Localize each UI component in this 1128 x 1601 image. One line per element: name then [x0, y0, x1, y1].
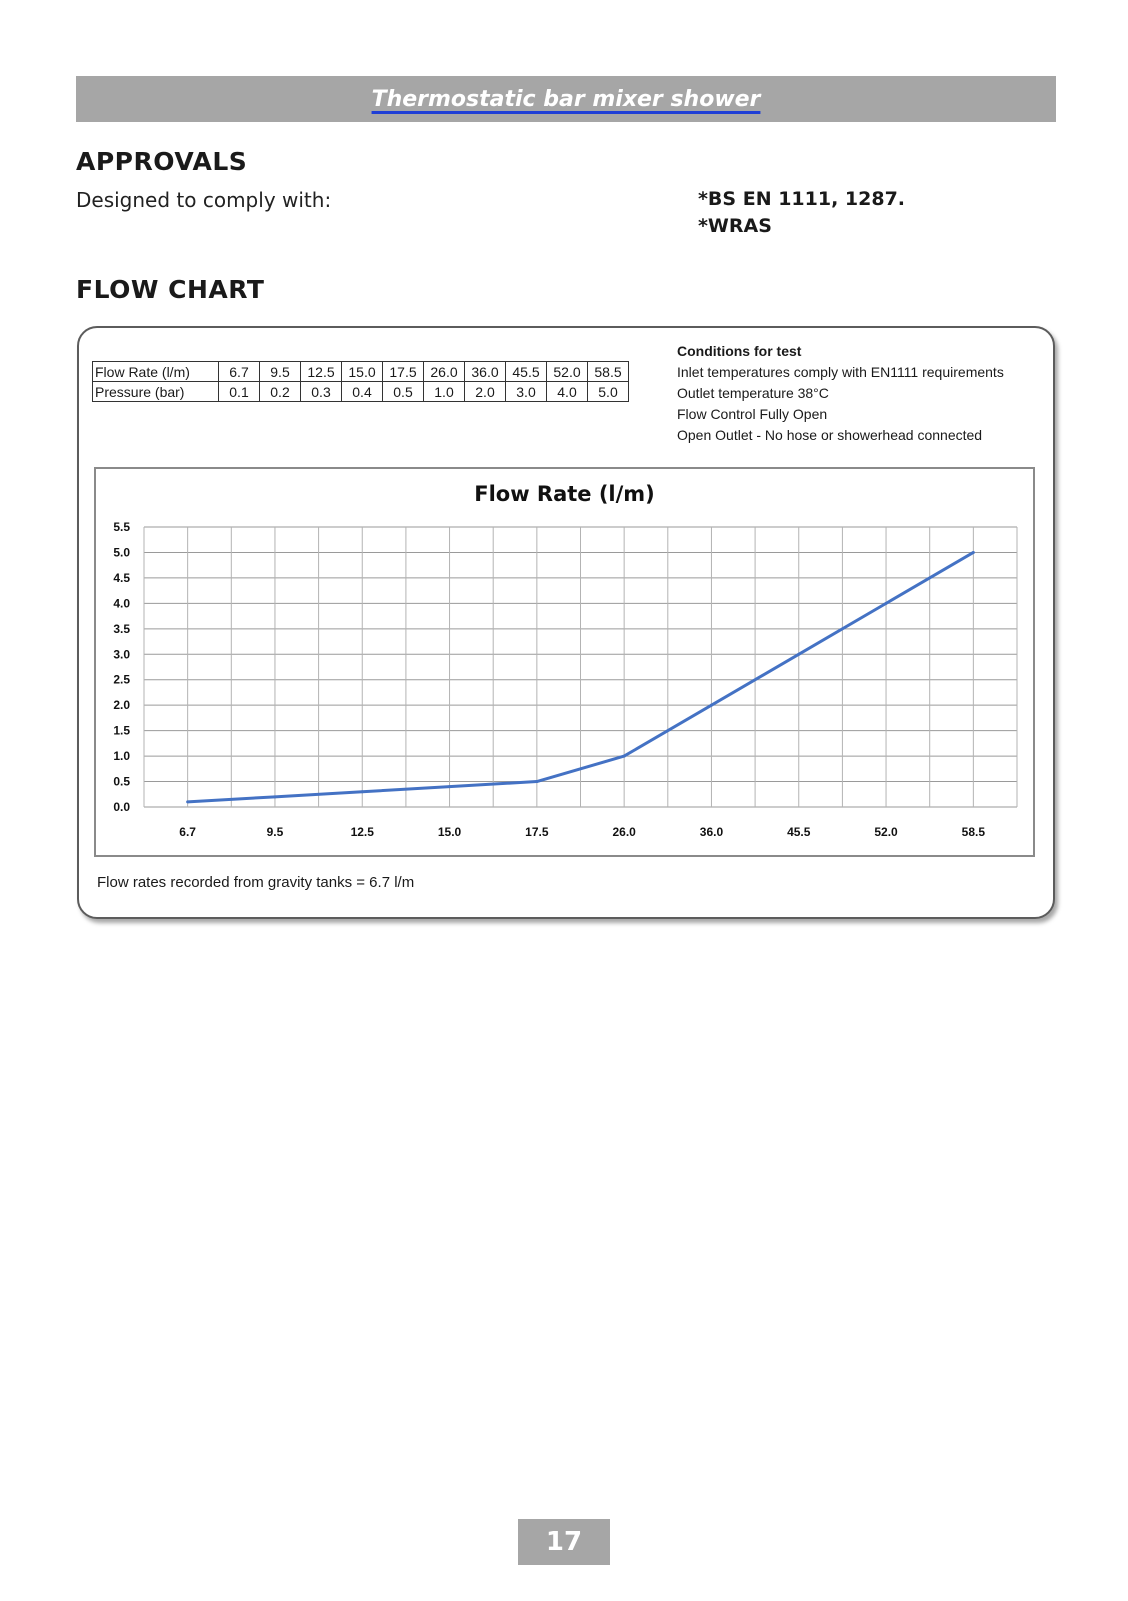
y-tick-label: 1.5 [113, 723, 130, 738]
x-tick-label: 58.5 [961, 825, 986, 839]
table-cell: 3.0 [506, 382, 547, 402]
x-tick-label: 15.0 [437, 825, 462, 839]
table-cell: 58.5 [588, 362, 629, 382]
x-tick-label: 6.7 [179, 825, 196, 839]
data-point [797, 653, 800, 656]
table-cell: 6.7 [219, 362, 260, 382]
y-tick-label: 4.0 [113, 596, 130, 611]
y-tick-label: 4.5 [113, 570, 130, 585]
condition-line: Inlet temperatures comply with EN1111 requirements [677, 364, 1004, 380]
y-tick-label: 0.0 [113, 800, 130, 814]
standard-item: *BS EN 1111, 1287. [698, 188, 906, 210]
x-tick-label: 26.0 [612, 825, 636, 839]
data-point [885, 602, 888, 605]
row-header: Flow Rate (l/m) [93, 362, 219, 382]
condition-line: Flow Control Fully Open [677, 406, 828, 422]
data-point [623, 755, 626, 758]
approvals-heading: APPROVALS [76, 147, 248, 176]
page-number: 17 [545, 1527, 583, 1557]
flow-footnote: Flow rates recorded from gravity tanks = 6.7 l/m [97, 874, 415, 891]
table-cell: 1.0 [424, 382, 465, 402]
y-tick-label: 5.5 [113, 520, 130, 534]
data-point [448, 785, 451, 788]
page-header-title: Thermostatic bar mixer shower [371, 86, 761, 112]
table-cell: 52.0 [547, 362, 588, 382]
table-cell: 12.5 [301, 362, 342, 382]
flow-pressure-table [92, 361, 629, 402]
x-tick-label: 36.0 [699, 825, 724, 839]
flow-chart-heading: FLOW CHART [76, 275, 265, 304]
table-cell: 17.5 [383, 362, 424, 382]
data-point [273, 795, 276, 798]
chart-title: Flow Rate (l/m) [474, 482, 655, 506]
table-cell: 45.5 [506, 362, 547, 382]
table-cell: 5.0 [588, 382, 629, 402]
table-row [93, 382, 629, 402]
table-cell: 2.0 [465, 382, 506, 402]
approvals-label: Designed to comply with: [76, 188, 332, 212]
x-tick-label: 45.5 [787, 825, 811, 839]
table-cell: 0.5 [383, 382, 424, 402]
table-cell: 26.0 [424, 362, 465, 382]
data-point [186, 800, 189, 803]
table-cell: 0.2 [260, 382, 301, 402]
row-header: Pressure (bar) [93, 382, 219, 402]
data-point [972, 551, 975, 554]
table-cell: 0.3 [301, 382, 342, 402]
data-point [710, 704, 713, 707]
x-tick-label: 17.5 [525, 825, 549, 839]
x-tick-label: 12.5 [350, 825, 374, 839]
condition-line: Outlet temperature 38°C [677, 385, 829, 401]
y-tick-label: 2.0 [113, 698, 130, 713]
y-tick-label: 3.5 [113, 621, 130, 636]
y-tick-label: 0.5 [113, 774, 130, 789]
x-tick-label: 52.0 [874, 825, 898, 839]
y-tick-label: 1.0 [113, 749, 130, 764]
approvals-standards [698, 186, 905, 240]
condition-line: Open Outlet - No hose or showerhead connected [677, 427, 983, 443]
data-point [535, 780, 538, 783]
conditions-title: Conditions for test [677, 343, 802, 359]
standard-item: *WRAS [698, 215, 772, 237]
table-cell: 36.0 [465, 362, 506, 382]
y-tick-label: 2.5 [113, 672, 130, 687]
table-cell: 9.5 [260, 362, 301, 382]
x-tick-label: 9.5 [266, 825, 284, 839]
y-tick-label: 5.0 [113, 545, 130, 560]
y-tick-label: 3.0 [113, 647, 130, 662]
table-row [93, 362, 629, 382]
table-cell: 4.0 [547, 382, 588, 402]
table-cell: 15.0 [342, 362, 383, 382]
test-conditions [677, 341, 1004, 446]
data-point [361, 790, 364, 793]
header-banner [76, 76, 1056, 122]
table-cell: 0.4 [342, 382, 383, 402]
table-cell: 0.1 [219, 382, 260, 402]
flow-rate-chart [94, 467, 1035, 857]
page-number-box [518, 1519, 610, 1565]
